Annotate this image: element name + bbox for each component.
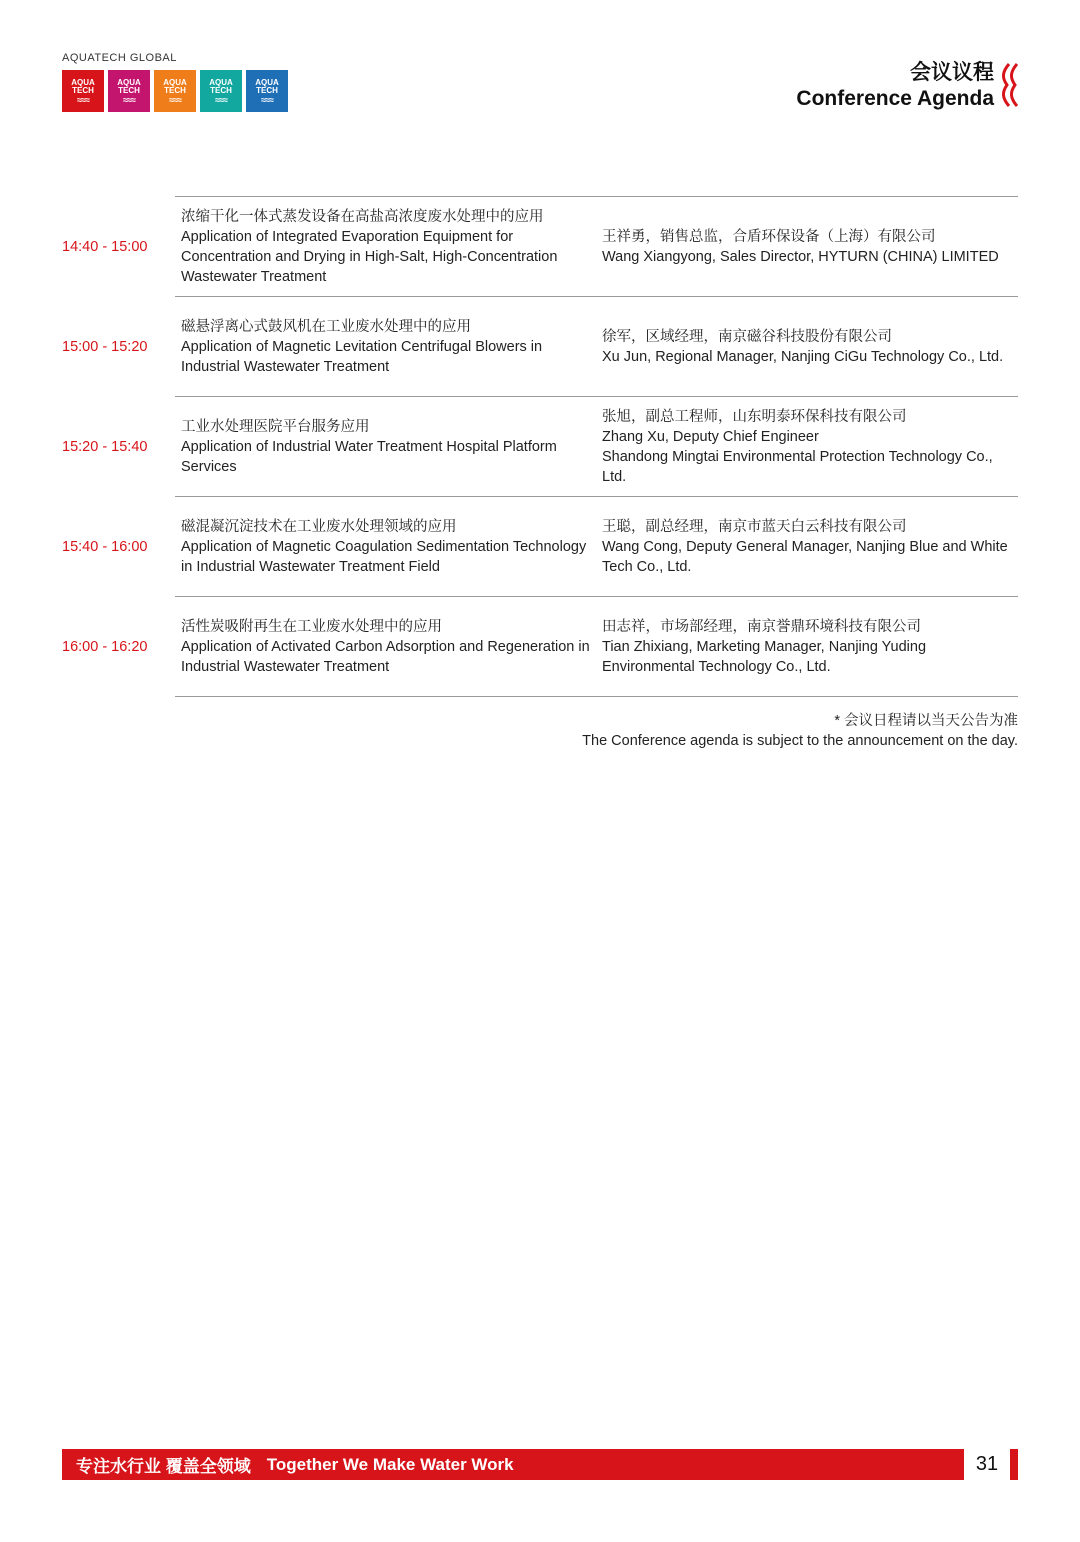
double-chevron-icon — [1000, 62, 1020, 108]
session-time: 15:00 - 15:20 — [62, 338, 148, 355]
session-topic — [181, 497, 593, 596]
topic-en: Application of Industrial Water Treatment Hospital Platform Services — [181, 438, 557, 475]
footer-slogan-cn: 专注水行业 覆盖全领域 — [76, 1457, 251, 1476]
speaker-cn: 田志祥，市场部经理，南京誉鼎环境科技有限公司 — [602, 618, 921, 635]
session-speaker — [602, 597, 1017, 696]
agenda-table — [62, 196, 1018, 697]
session-speaker — [602, 397, 1017, 496]
topic-en: Application of Magnetic Levitation Centrifugal Blowers in Industrial Wastewater Treatment — [181, 338, 543, 375]
wave-icon: ≈≈≈ — [169, 94, 181, 105]
page-title-en: Conference Agenda — [796, 87, 994, 110]
agenda-row — [62, 596, 1018, 697]
wave-icon: ≈≈≈ — [215, 94, 227, 105]
agenda-row — [62, 296, 1018, 396]
session-topic — [181, 597, 593, 696]
agenda-note — [582, 711, 1018, 751]
logo-text: TECH — [164, 85, 186, 95]
speaker-en: Xu Jun, Regional Manager, Nanjing CiGu Technology Co., Ltd. — [602, 348, 1004, 365]
logo-text: AQUA — [209, 77, 233, 87]
footer-slogan-en: Together We Make Water Work — [266, 1454, 514, 1474]
topic-en: Application of Activated Carbon Adsorption and Regeneration in Industrial Wastewater Treatment — [181, 638, 590, 675]
speaker-en: Wang Xiangyong, Sales Director, HYTURN (CHINA) LIMITED — [602, 248, 999, 265]
speaker-en: Zhang Xu, Deputy Chief Engineer — [602, 428, 819, 445]
topic-cn: 浓缩干化一体式蒸发设备在高盐高浓度废水处理中的应用 — [181, 208, 544, 225]
wave-icon: ≈≈≈ — [261, 94, 273, 105]
topic-cn: 磁混凝沉淀技术在工业废水处理领域的应用 — [181, 518, 457, 535]
logo-text: TECH — [72, 85, 94, 95]
note-en: The Conference agenda is subject to the announcement on the day. — [582, 733, 1018, 749]
session-speaker — [602, 297, 1017, 396]
session-topic — [181, 197, 593, 296]
page-accent-bar — [1010, 1449, 1018, 1480]
speaker-en: Tian Zhixiang, Marketing Manager, Nanjing Yuding Environmental Technology Co., Ltd. — [602, 638, 927, 675]
aquatech-logo — [154, 70, 196, 112]
brand-name: AQUATECH GLOBAL — [62, 52, 177, 64]
logo-text: TECH — [210, 85, 232, 95]
wave-icon: ≈≈≈ — [123, 94, 135, 105]
session-time: 15:40 - 16:00 — [62, 538, 148, 555]
logo-text: TECH — [256, 85, 278, 95]
aquatech-logo — [62, 70, 104, 112]
speaker-cn: 王祥勇，销售总监，合盾环保设备（上海）有限公司 — [602, 228, 936, 245]
session-speaker — [602, 497, 1017, 596]
aquatech-logo — [246, 70, 288, 112]
session-topic — [181, 297, 593, 396]
agenda-row — [62, 396, 1018, 496]
speaker-en-org: Shandong Mingtai Environmental Protection Technology Co., Ltd. — [602, 448, 993, 485]
session-topic — [181, 397, 593, 496]
session-time: 15:20 - 15:40 — [62, 438, 148, 455]
speaker-cn: 王聪，副总经理，南京市蓝天白云科技有限公司 — [602, 518, 907, 535]
logo-text: TECH — [118, 85, 140, 95]
agenda-row — [62, 496, 1018, 596]
page-header — [796, 60, 994, 112]
logo-text: AQUA — [255, 77, 279, 87]
logo-text: AQUA — [71, 77, 95, 87]
topic-en: Application of Integrated Evaporation Equipment for Concentration and Drying in High-Salt, High-Concentration Wastewater Treatment — [181, 228, 558, 285]
aquatech-logo — [200, 70, 242, 112]
topic-cn: 工业水处理医院平台服务应用 — [181, 418, 370, 435]
wave-icon: ≈≈≈ — [77, 94, 89, 105]
session-time: 14:40 - 15:00 — [62, 238, 148, 255]
speaker-en: Wang Cong, Deputy General Manager, Nanjing Blue and White Tech Co., Ltd. — [602, 538, 1008, 575]
session-speaker — [602, 197, 1017, 296]
speaker-cn: 张旭，副总工程师，山东明泰环保科技有限公司 — [602, 408, 907, 425]
footer-bar — [62, 1449, 964, 1480]
topic-cn: 磁悬浮离心式鼓风机在工业废水处理中的应用 — [181, 318, 471, 335]
agenda-row — [62, 196, 1018, 296]
topic-cn: 活性炭吸附再生在工业废水处理中的应用 — [181, 618, 442, 635]
topic-en: Application of Magnetic Coagulation Sedimentation Technology in Industrial Wastewater Treatment Field — [181, 538, 587, 575]
page-number: 31 — [975, 1453, 999, 1475]
page-title-cn: 会议议程 — [910, 61, 994, 84]
note-cn: * 会议日程请以当天公告为准 — [834, 713, 1018, 729]
logo-text: AQUA — [163, 77, 187, 87]
logo-text: AQUA — [117, 77, 141, 87]
aquatech-logo — [108, 70, 150, 112]
brand-logos — [62, 70, 288, 112]
speaker-cn: 徐军，区域经理，南京磁谷科技股份有限公司 — [602, 328, 892, 345]
session-time: 16:00 - 16:20 — [62, 638, 148, 655]
